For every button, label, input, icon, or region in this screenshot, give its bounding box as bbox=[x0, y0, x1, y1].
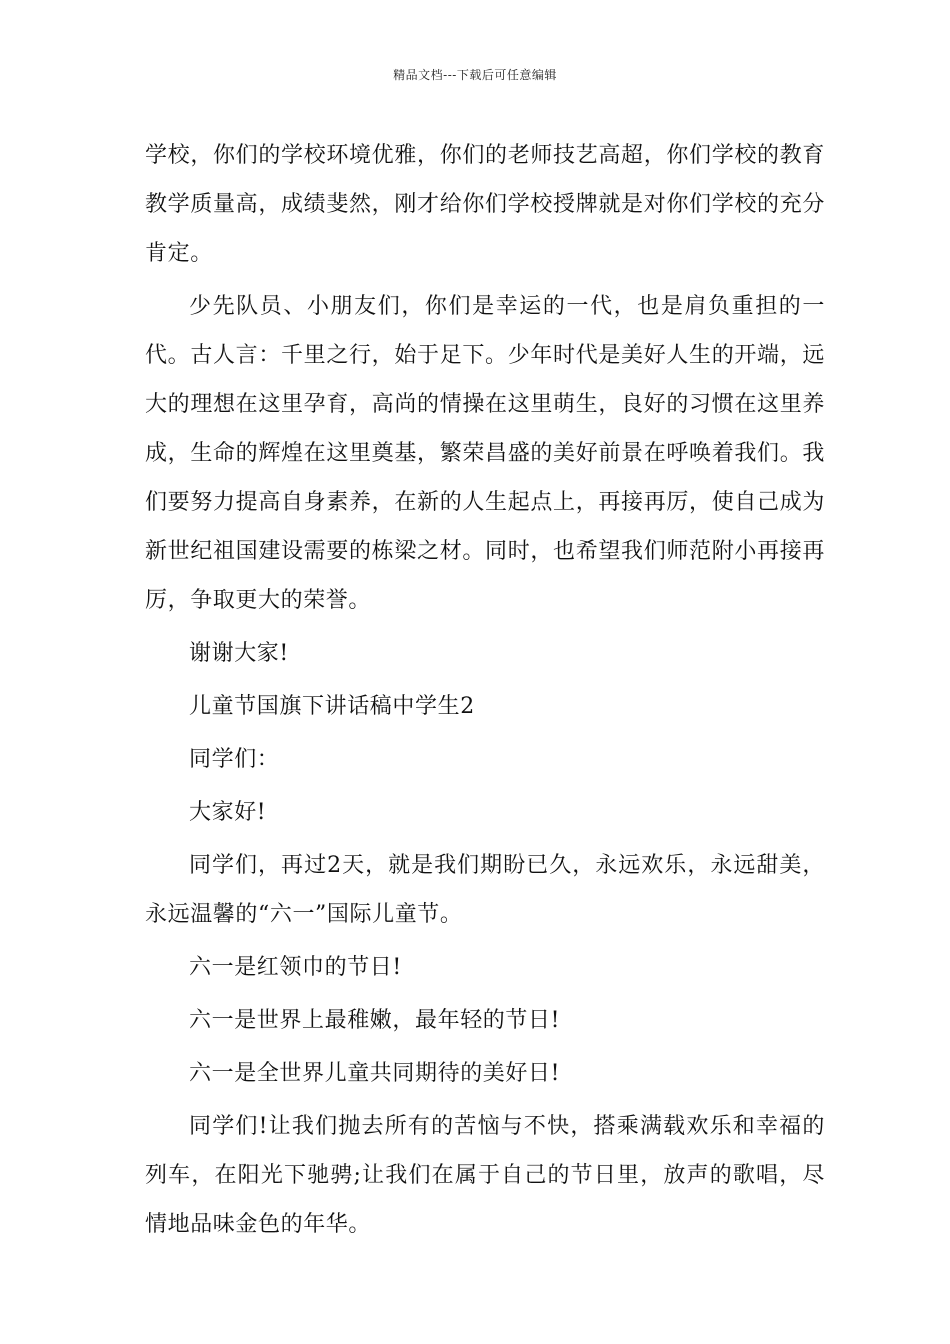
paragraph-greeting-students: 同学们： bbox=[189, 747, 280, 772]
paragraph-closing: 同学们!让我们抛去所有的苦恼与不快，搭乘满载欢乐和幸福的列车，在阳光下驰骋;让我们在属于自己的节日里，放声的歌唱，尽情地品味金色的年华。 bbox=[145, 1114, 825, 1237]
paragraph-school-praise: 学校，你们的学校环境优雅，你们的老师技艺高超，你们学校的教育教学质量高，成绩斐然，刚才给你们学校授牌就是对你们学校的充分肯定。 bbox=[145, 143, 825, 266]
paragraph-childrens-day: 同学们，再过2天，就是我们期盼已久，永远欢乐，永远甜美，永远温馨的“六一”国际儿童节。 bbox=[145, 853, 825, 927]
paragraph-world-children: 六一是全世界儿童共同期待的美好日! bbox=[189, 1061, 561, 1086]
page-header: 精品文档---下载后可任意编辑 bbox=[393, 68, 557, 82]
document-body bbox=[145, 131, 825, 1253]
paragraph-thanks: 谢谢大家! bbox=[189, 641, 289, 666]
paragraph-youngest-holiday: 六一是世界上最稚嫩，最年轻的节日! bbox=[189, 1008, 561, 1033]
paragraph-young-pioneers: 少先队员、小朋友们，你们是幸运的一代，也是肩负重担的一代。古人言：千里之行，始于足下。少年时代是美好人生的开端，远大的理想在这里孕育，高尚的情操在这里萌生，良好的习惯在这里养成，生命的辉煌在这里奠基，繁荣昌盛的美好前景在呼唤着我们。我们要努力提高自身素养，在新的人生起点上，再接再厉，使自己成为新世纪祖国建设需要的栋梁之材。同时，也希望我们师范附小再接再厉，争取更大的荣誉。 bbox=[145, 294, 825, 613]
paragraph-red-scarf: 六一是红领巾的节日! bbox=[189, 955, 402, 980]
paragraph-hello: 大家好! bbox=[189, 800, 267, 825]
section-title: 儿童节国旗下讲话稿中学生2 bbox=[189, 694, 475, 719]
